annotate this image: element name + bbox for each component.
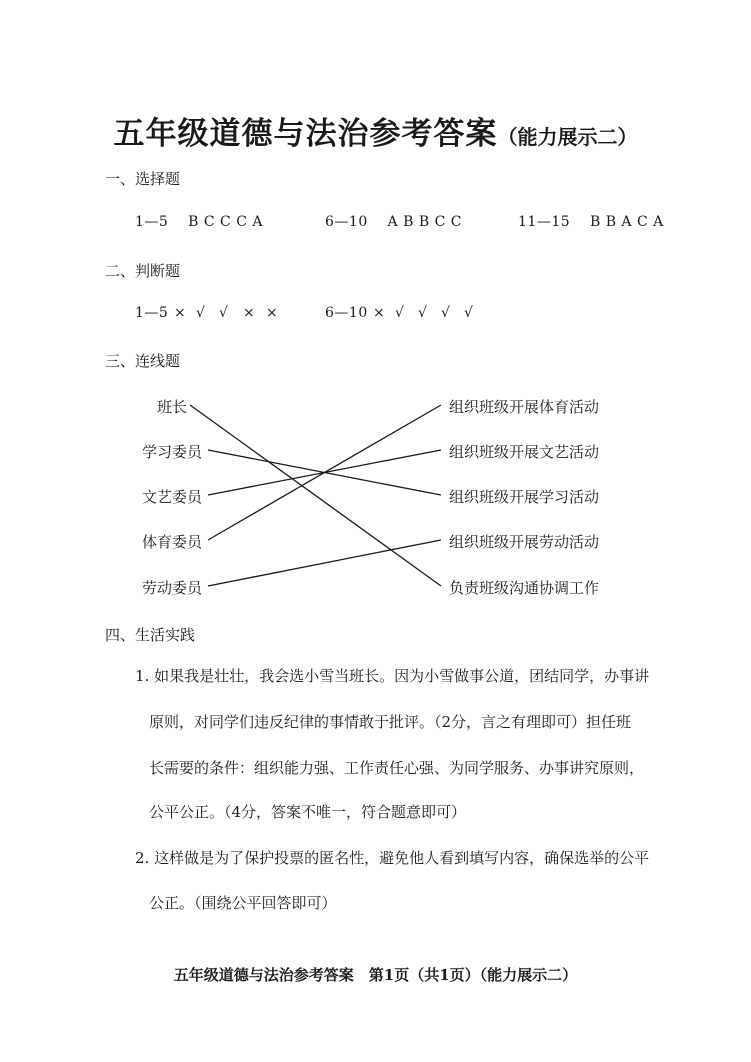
section-heading-choice: 一、选择题 xyxy=(105,170,181,188)
practice-1-line-3: 长需要的条件：组织能力强、工作责任心强、为同学服务、办事讲究原则， xyxy=(149,759,645,777)
match-line xyxy=(208,540,441,586)
match-line xyxy=(190,405,441,586)
title-main: 五年级道德与法治参考答案 xyxy=(113,116,498,152)
judge-mark: √ xyxy=(196,305,205,321)
judge-mark: × xyxy=(243,305,255,321)
judge-mark: × xyxy=(174,305,186,321)
choice-range: 6—10 xyxy=(325,214,368,230)
match-left-item: 学习委员 xyxy=(142,443,203,461)
practice-1-line-2: 原则，对同学们违反纪律的事情敢于批评。（2分，言之有理即可）担任班 xyxy=(149,713,632,731)
match-left-item: 劳动委员 xyxy=(142,579,203,597)
page-footer: 五年级道德与法治参考答案 第1页（共1页）（能力展示二） xyxy=(173,966,578,984)
judge-mark: √ xyxy=(464,305,473,321)
match-right-item: 负责班级沟通协调工作 xyxy=(449,579,600,597)
judge-mark: √ xyxy=(418,305,427,321)
match-line xyxy=(208,405,441,540)
match-right-item: 组织班级开展劳动活动 xyxy=(449,533,600,551)
judge-range-1: 1—5 xyxy=(135,305,169,321)
match-right-item: 组织班级开展体育活动 xyxy=(449,398,600,416)
match-right-item: 组织班级开展文艺活动 xyxy=(449,443,600,461)
practice-1-line-1: 1. 如果我是壮壮，我会选小雪当班长。因为小雪做事公道，团结同学，办事讲 xyxy=(135,667,650,685)
judge-mark: √ xyxy=(219,305,228,321)
choice-answers: A B B C C xyxy=(387,214,462,230)
practice-1-line-4: 公平公正。（4分，答案不唯一，符合题意即可） xyxy=(149,803,467,821)
practice-2-line-1: 2. 这样做是为了保护投票的匿名性，避免他人看到填写内容，确保选举的公平 xyxy=(135,849,650,867)
choice-answers: B C C C A xyxy=(188,214,263,230)
match-left-item: 班长 xyxy=(157,398,188,416)
match-right-item: 组织班级开展学习活动 xyxy=(449,488,600,506)
judge-mark: √ xyxy=(441,305,450,321)
section-heading-judge: 二、判断题 xyxy=(105,262,181,280)
section-heading-match: 三、连线题 xyxy=(105,352,181,370)
judge-mark: × xyxy=(266,305,278,321)
choice-answers: B B A C A xyxy=(589,214,664,230)
judge-mark: × xyxy=(373,305,385,321)
choice-range: 1—5 xyxy=(135,214,169,230)
choice-range: 11—15 xyxy=(518,214,571,230)
judge-mark: √ xyxy=(395,305,404,321)
match-left-item: 体育委员 xyxy=(142,533,203,551)
section-heading-practice: 四、生活实践 xyxy=(105,626,196,644)
match-left-item: 文艺委员 xyxy=(142,488,203,506)
practice-2-line-2: 公正。（围绕公平回答即可） xyxy=(149,894,337,912)
title-sub: （能力展示二） xyxy=(497,125,638,149)
judge-range-2: 6—10 xyxy=(325,305,368,321)
